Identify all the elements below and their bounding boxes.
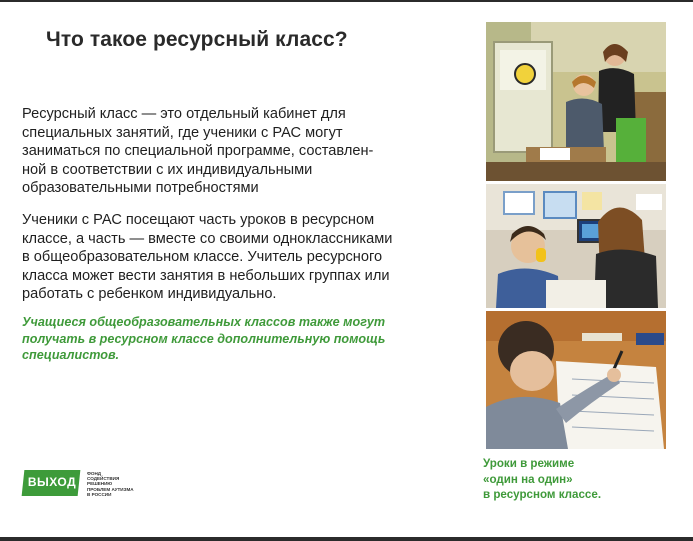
logo-subtitle: ФОНД СОДЕЙСТВИЯ РЕШЕНИЮ ПРОБЛЕМ АУТИЗМА В РОССИИ [87, 471, 134, 497]
bottom-border [0, 537, 693, 541]
logo-wordmark: ВЫХОД [27, 475, 77, 489]
highlight-note: Учащиеся общеобразовательных классов также могут получать в ресурсном классе дополнительную помощь специалистов. [22, 315, 386, 363]
photo-classroom-teacher [486, 22, 666, 181]
top-border [0, 0, 693, 2]
photo-caption: Уроки в режиме «один на один» в ресурсном классе. [483, 457, 602, 502]
slide-title: Что такое ресурсный класс? [46, 28, 348, 51]
photo-boy-writing [486, 311, 666, 449]
paragraph-attendance: Ученики с РАС посещают часть уроков в ресурсном классе, а часть — вместе со своими одноклассниками в общеобразовательном классе. Учитель ресурсного класса может вести занятия в небольших группах или работать с ребенком индивидуально. [22, 212, 393, 303]
photo-boy-with-headphones [486, 184, 666, 308]
paragraph-definition: Ресурсный класс — это отдельный кабинет для специальных занятий, где ученики с РАС могут заниматься по специальной программе, составлен- ной в соответствии с их индивидуальными образовательными потребностями [22, 106, 374, 197]
